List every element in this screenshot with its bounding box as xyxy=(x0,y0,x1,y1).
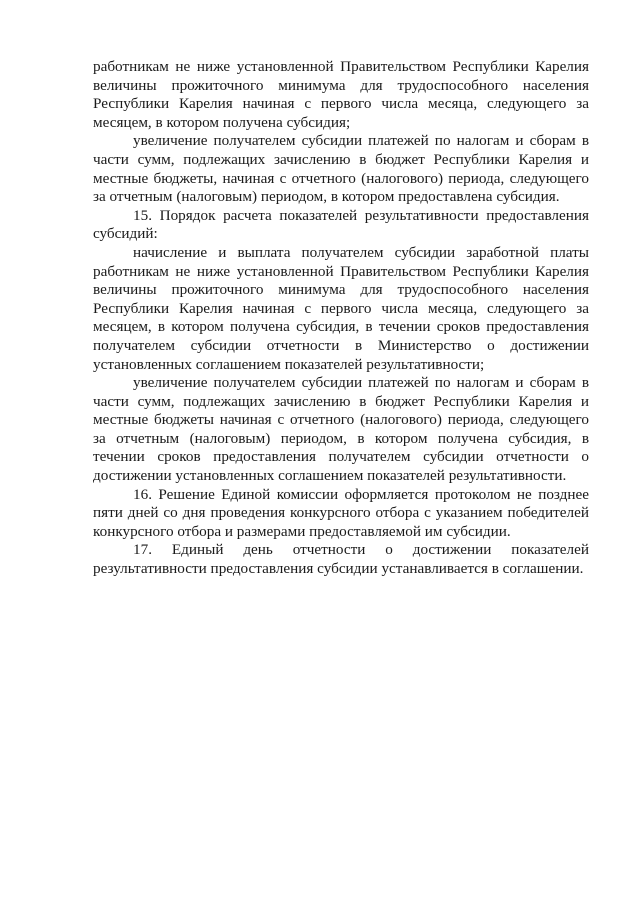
paragraph-continuation: работникам не ниже установленной Правительством Республики Карелия величины прожиточного минимума для трудоспособного населения Республики Карелия начиная с первого числа месяца, следующего за месяцем, в котором получена субсидия; xyxy=(93,58,589,131)
paragraph-tax-increase-condition: увеличение получателем субсидии платежей по налогам и сборам в части сумм, подлежащих зачислению в бюджет Республики Карелия и местные бюджеты, начиная с отчетного (налогового) периода, следующего за отчетным (налоговым) периодом, в котором предоставлена субсидия. xyxy=(93,132,589,206)
paragraph-salary-indicator: начисление и выплата получателем субсидии заработной платы работникам не ниже установленной Правительством Республики Карелия величины прожиточного минимума для трудоспособного населения Республики Карелия начиная с первого числа месяца, следующего за месяцем, в котором получена субсидия, в течении сроков предоставления получателем субсидии отчетности в Министерство о достижении установленных соглашением показателей результативности; xyxy=(93,243,589,373)
document-body xyxy=(93,58,589,579)
paragraph-tax-indicator: увеличение получателем субсидии платежей по налогам и сборам в части сумм, подлежащих зачислению в бюджет Республики Карелия и местные бюджеты начиная с отчетного (налогового) периода, следующего за отчетным (налоговым) периодом, в котором получена субсидия, в течении сроков предоставления получателем субсидии отчетности о достижении установленных соглашением показателей результативности. xyxy=(93,374,589,485)
paragraph-item-16: 16. Решение Единой комиссии оформляется протоколом не позднее пяти дней со дня проведения конкурсного отбора с указанием победителей конкурсного отбора и размерами предоставляемой им субсидии. xyxy=(93,485,589,540)
paragraph-item-17: 17. Единый день отчетности о достижении показателей результативности предоставления субсидии устанавливается в соглашении. xyxy=(93,541,589,578)
paragraph-item-15-heading: 15. Порядок расчета показателей результативности предоставления субсидий: xyxy=(93,206,589,243)
